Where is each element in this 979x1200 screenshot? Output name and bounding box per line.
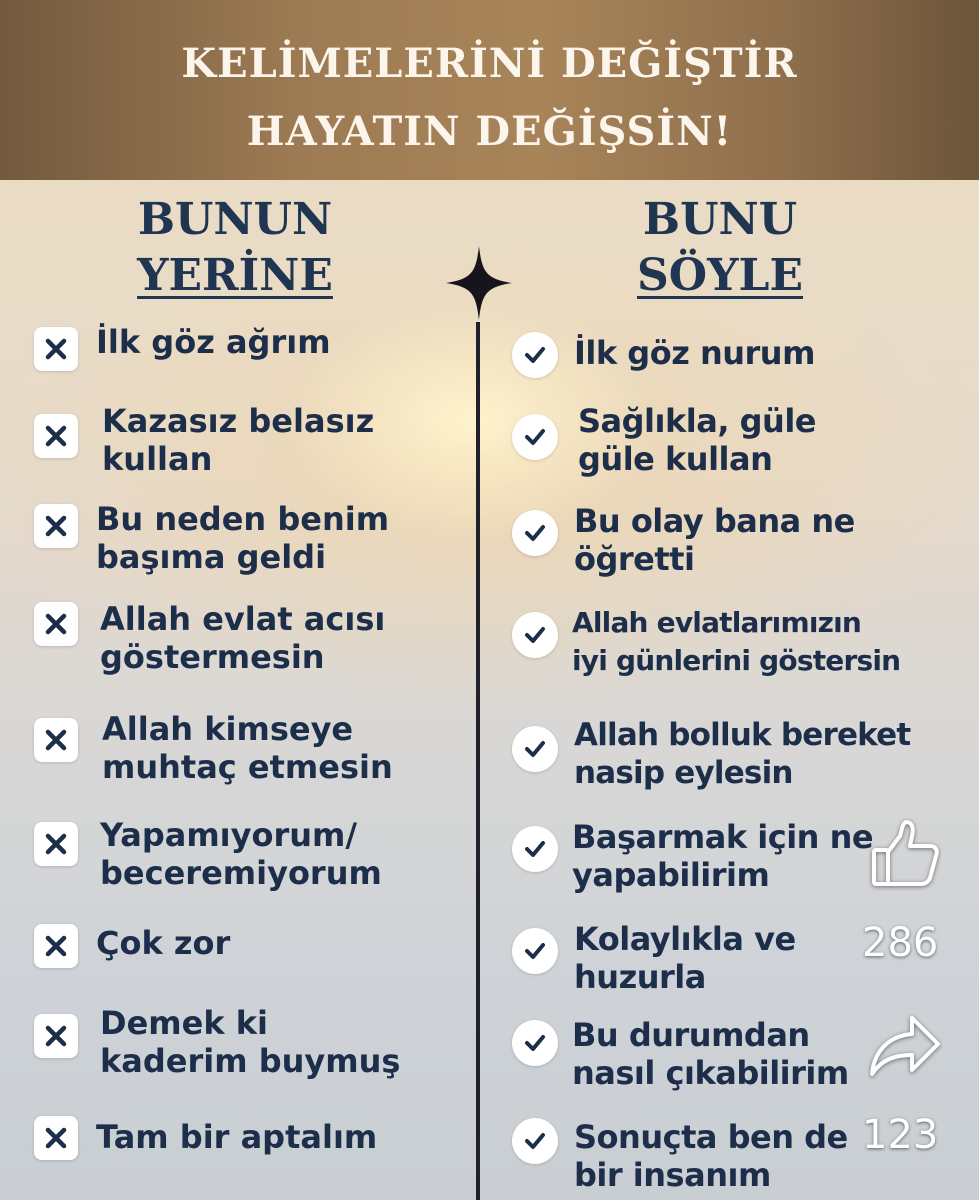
share-arrow-icon[interactable]	[868, 1012, 942, 1080]
x-mark-icon	[34, 327, 78, 371]
right-item-text: Sonuçta ben de bir insanım	[574, 1118, 848, 1194]
left-column-header	[120, 192, 350, 304]
x-mark-icon	[34, 414, 78, 458]
right-header-line-1: BUNU	[642, 194, 798, 245]
right-item-text: İlk göz nurum	[574, 334, 815, 372]
x-mark-icon	[34, 1014, 78, 1058]
left-item-text: Kazasız belasız kullan	[102, 402, 375, 478]
left-item-text: Allah kimseye muhtaç etmesin	[102, 710, 393, 786]
check-mark-icon	[512, 414, 558, 460]
check-mark-icon	[512, 612, 558, 658]
four-point-star-icon	[446, 246, 512, 320]
left-item-text: İlk göz ağrım	[96, 323, 331, 361]
x-mark-icon	[34, 602, 78, 646]
right-item-text: Allah bolluk bereket nasip eylesin	[574, 717, 911, 791]
x-mark-icon	[34, 504, 78, 548]
thumbs-up-icon[interactable]	[868, 818, 942, 892]
check-mark-icon	[512, 726, 558, 772]
x-mark-icon	[34, 822, 78, 866]
check-mark-icon	[512, 332, 558, 378]
left-item-text: Bu neden benim başıma geldi	[96, 500, 390, 576]
left-item-text: Çok zor	[96, 924, 231, 962]
right-item-text: Allah evlatlarımızın iyi günlerini göstersin	[572, 606, 901, 677]
left-item-text: Allah evlat acısı göstermesin	[100, 600, 386, 676]
right-item-text: Bu olay bana ne öğretti	[574, 502, 855, 578]
banner-title-line-2: HAYATIN DEĞİŞSİN!	[246, 108, 733, 155]
column-divider	[476, 322, 480, 1200]
right-column-header	[600, 192, 840, 304]
left-item-text: Demek ki kaderim buymuş	[100, 1004, 401, 1080]
check-mark-icon	[512, 1020, 558, 1066]
right-item-text: Kolaylıkla ve huzurla	[574, 920, 796, 996]
check-mark-icon	[512, 928, 558, 974]
right-item-text: Sağlıkla, güle güle kullan	[578, 402, 816, 478]
check-mark-icon	[512, 826, 558, 872]
banner-title-line-1: KELİMELERİNİ DEĞİŞTİR	[181, 40, 798, 87]
left-item-text: Tam bir aptalım	[96, 1118, 378, 1156]
x-mark-icon	[34, 718, 78, 762]
left-header-line-1: BUNUN	[137, 194, 333, 245]
x-mark-icon	[34, 1116, 78, 1160]
check-mark-icon	[512, 510, 558, 556]
x-mark-icon	[34, 924, 78, 968]
right-header-line-2: SÖYLE	[637, 250, 803, 301]
like-count: 286	[862, 920, 939, 966]
right-item-text: Bu durumdan nasıl çıkabilirim	[572, 1016, 849, 1092]
right-item-text: Başarmak için ne yapabilirim	[572, 818, 874, 894]
title-banner	[0, 0, 979, 180]
left-header-line-2: YERİNE	[137, 250, 333, 301]
left-item-text: Yapamıyorum/ beceremiyorum	[100, 816, 382, 892]
share-count: 123	[862, 1112, 939, 1158]
check-mark-icon	[512, 1118, 558, 1164]
